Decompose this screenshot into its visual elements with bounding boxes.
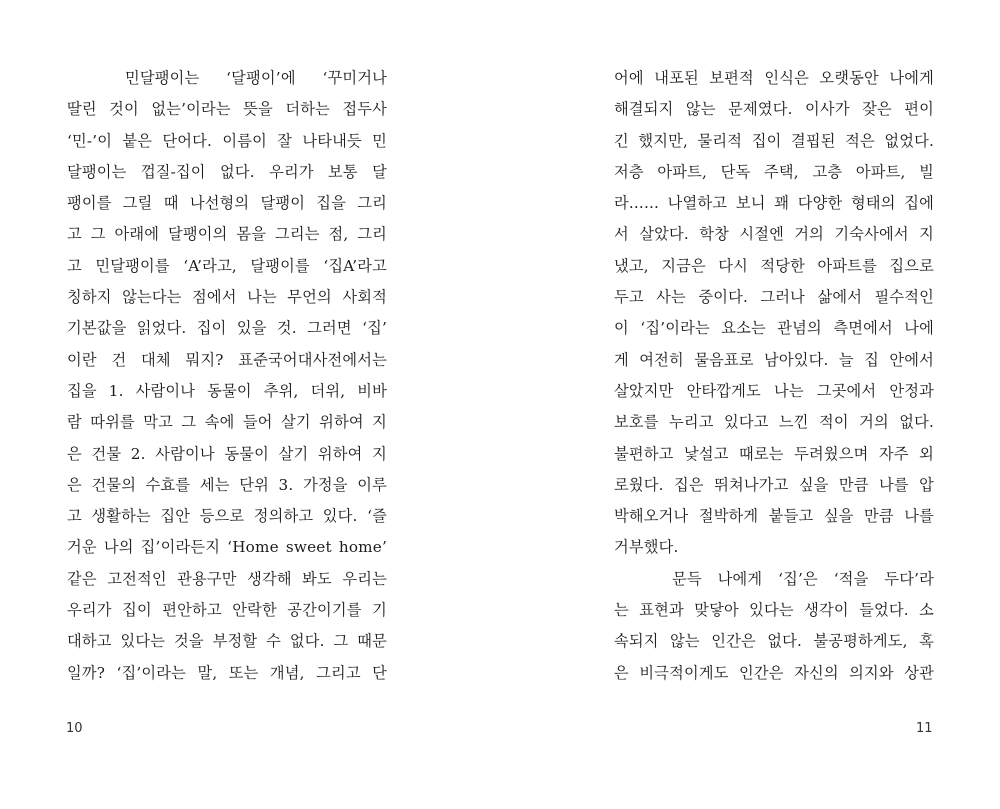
text-line: 저층 아파트, 단독 주택, 고층 아파트, 빌	[614, 162, 934, 181]
text-line: 칭하지 않는다는 점에서 나는 무언의 사회적	[67, 288, 387, 307]
text-line: 거운 나의 집’이라든지 ‘Home sweet home’	[67, 538, 387, 557]
text-line: 팽이를 그릴 때 나선형의 달팽이 집을 그리	[67, 194, 387, 213]
right-page	[500, 0, 1000, 809]
text-line: 우리가 집이 편안하고 안락한 공간이기를 기	[67, 601, 387, 620]
right-page-text	[614, 63, 934, 689]
text-line: 민달팽이는 ‘달팽이’에 ‘꾸미거나	[125, 69, 387, 87]
text-line: 긴 했지만, 물리적 집이 결핍된 적은 없었다.	[614, 131, 934, 150]
text-line: 박해오거나 절박하게 붙들고 싶을 만큼 나를	[614, 507, 934, 526]
text-line: 달팽이는 껍질-집이 없다. 우리가 보통 달	[67, 162, 387, 181]
text-line: 고 생활하는 집안 등으로 정의하고 있다. ‘즐	[67, 507, 387, 526]
text-line: 속되지 않는 인간은 없다. 불공평하게도, 혹	[614, 632, 934, 651]
page-number: 10	[66, 721, 83, 736]
text-line: 기본값을 읽었다. 집이 있을 것. 그러면 ‘집’	[67, 319, 387, 338]
text-line: 게 여전히 물음표로 남아있다. 늘 집 안에서	[614, 350, 934, 369]
text-line: 같은 고전적인 관용구만 생각해 봐도 우리는	[67, 569, 387, 588]
text-line: 라...... 나열하고 보니 꽤 다양한 형태의 집에	[614, 194, 934, 213]
text-line: 일까? ‘집’이라는 말, 또는 개념, 그리고 단	[67, 663, 387, 682]
text-line: 서 살았다. 학창 시절엔 거의 기숙사에서 지	[614, 225, 934, 244]
text-line: 해결되지 않는 문제였다. 이사가 잦은 편이	[614, 100, 934, 119]
text-line: 은 비극적이게도 인간은 자신의 의지와 상관	[614, 663, 934, 682]
text-line: 거부했다.	[614, 538, 679, 557]
text-line: 고 민달팽이를 ‘A’라고, 달팽이를 ‘집A’라고	[67, 256, 387, 275]
text-line: 어에 내포된 보편적 인식은 오랫동안 나에게	[614, 69, 934, 87]
page-number: 11	[916, 721, 933, 736]
text-line: 보호를 누리고 있다고 느낀 적이 거의 없다.	[614, 413, 934, 432]
text-line: 고 그 아래에 달팽이의 몸을 그리는 점, 그리	[67, 225, 387, 244]
text-line: 람 따위를 막고 그 속에 들어 살기 위하여 지	[67, 413, 387, 432]
text-line: ‘민-’이 붙은 단어다. 이름이 잘 나타내듯 민	[67, 131, 387, 150]
text-line: 대하고 있다는 것을 부정할 수 없다. 그 때문	[67, 632, 387, 651]
text-line: 는 표현과 맞닿아 있다는 생각이 들었다. 소	[614, 601, 934, 620]
text-line: 살았지만 안타깝게도 나는 그곳에서 안정과	[614, 381, 934, 400]
text-line: 이란 건 대체 뭐지? 표준국어대사전에서는	[67, 350, 387, 369]
text-line: 이 ‘집’이라는 요소는 관념의 측면에서 나에	[614, 319, 934, 338]
text-line: 불편하고 낯설고 때로는 두려웠으며 자주 외	[614, 444, 934, 463]
text-line: 은 건물의 수효를 세는 단위 3. 가정을 이루	[67, 475, 387, 494]
text-line: 문득 나에게 ‘집’은 ‘적을 두다’라	[672, 569, 934, 588]
text-line: 로웠다. 집은 뛰쳐나가고 싶을 만큼 나를 압	[614, 475, 934, 494]
text-line: 은 건물 2. 사람이나 동물이 살기 위하여 지	[67, 444, 387, 463]
text-line: 집을 1. 사람이나 동물이 추위, 더위, 비바	[67, 381, 387, 400]
text-line: 냈고, 지금은 다시 적당한 아파트를 집으로	[614, 256, 934, 275]
left-page-text	[67, 63, 387, 689]
text-line: 딸린 것이 없는’이라는 뜻을 더하는 접두사	[67, 100, 387, 119]
text-line: 두고 사는 중이다. 그러나 삶에서 필수적인	[614, 288, 934, 307]
